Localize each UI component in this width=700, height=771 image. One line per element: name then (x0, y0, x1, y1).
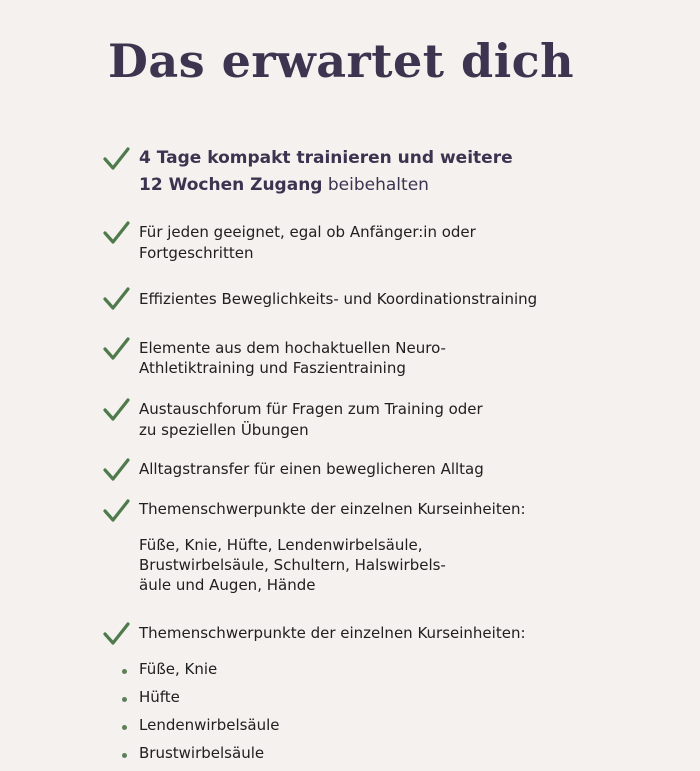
check-icon (102, 620, 130, 648)
check-icon (102, 145, 130, 173)
item-2-line-1: Für jeden geeignet, egal ob Anfänger:in oder (139, 223, 476, 241)
check-icon (102, 396, 130, 424)
bullet-dot-icon (122, 753, 127, 758)
item-7-sub-line-1: Füße, Knie, Hüfte, Lendenwirbelsäule, (139, 536, 423, 554)
item-6-line-1: Alltagstransfer für einen beweglicheren Alltag (139, 460, 484, 478)
item-4-line-2: Athletiktraining und Faszientraining (139, 359, 406, 377)
item-8-line-1: Themenschwerpunkte der einzelnen Kurseinheiten: (139, 624, 526, 642)
item-5-line-2: zu speziellen Übungen (139, 421, 309, 439)
check-icon (102, 219, 130, 247)
bullet-label: Brustwirbelsäule (139, 744, 265, 762)
bullet-dot-icon (122, 697, 127, 702)
check-icon (102, 335, 130, 363)
bullet-label: Füße, Knie (139, 660, 218, 678)
item-5-line-1: Austauschforum für Fragen zum Training oder (139, 400, 483, 418)
bullet-dot-icon (122, 725, 127, 730)
item-1-line-1: 4 Tage kompakt trainieren und weitere (139, 148, 513, 168)
item-3-line-1: Effizientes Beweglichkeits- und Koordinationstraining (139, 290, 538, 308)
check-icon (102, 497, 130, 525)
item-1-line-2: 12 Wochen Zugang beibehalten (139, 175, 429, 195)
item-7-sub-line-3: äule und Augen, Hände (139, 576, 316, 594)
check-icon (102, 456, 130, 484)
bullet-dot-icon (122, 669, 127, 674)
item-2-line-2: Fortgeschritten (139, 244, 254, 262)
page-title: Das erwartet dich (108, 34, 575, 88)
item-4-line-1: Elemente aus dem hochaktuellen Neuro- (139, 339, 446, 357)
check-icon (102, 285, 130, 313)
item-7-line-1: Themenschwerpunkte der einzelnen Kurseinheiten: (139, 500, 526, 518)
item-7-sub-line-2: Brustwirbelsäule, Schultern, Halswirbels- (139, 556, 446, 574)
bullet-label: Hüfte (139, 688, 180, 706)
bullet-label: Lendenwirbelsäule (139, 716, 280, 734)
